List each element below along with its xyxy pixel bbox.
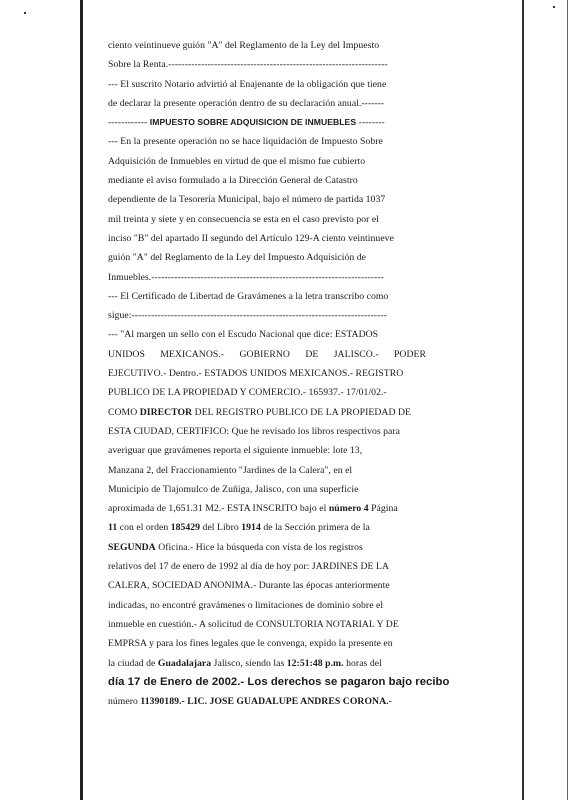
heading-title: IMPUESTO SOBRE ADQUISICION DE INMUEBLES — [149, 117, 357, 128]
text-line: relativos del 17 de enero de 1992 al día de hoy por: JARDINES DE LA — [108, 561, 389, 573]
text-line: Inmuebles.----------------------------------------------------------------------- — [108, 271, 384, 283]
scan-speck — [553, 6, 555, 8]
text-line: Sobre la Renta.------------------------------------------------------------------- — [108, 59, 388, 71]
text-line: CALERA, SOCIEDAD ANONIMA.- Durante las épocas anteriormente — [108, 580, 390, 592]
text-line: aproximada de 1,651.31 M2.- ESTA INSCRITO bajo el número 4 Página — [108, 503, 398, 515]
text-line: inmueble en cuestión.- A solicitud de CONSULTORIA NOTARIAL Y DE — [108, 618, 399, 630]
text-line: indicadas, no encontré gravámenes o limitaciones de dominio sobre el — [108, 599, 384, 611]
text-line: --- El Certificado de Libertad de Gravámenes a la letra transcribo como — [108, 290, 389, 302]
text-line: mediante el aviso formulado a la Dirección General de Catastro — [108, 175, 358, 187]
text-line: inciso "B" del apartado II segundo del Artículo 129-A ciento veintinueve — [108, 232, 394, 244]
text-line: PUBLICO DE LA PROPIEDAD Y COMERCIO.- 165937.- 17/01/02.- — [108, 387, 387, 399]
text-line: guión "A" del Reglamento de la Ley del Impuesto Adquisición de — [108, 252, 366, 264]
text-line: la ciudad de Guadalajara Jalisco, siendo las 12:51:48 p.m. horas del — [108, 657, 382, 669]
bold-word: DIRECTOR — [139, 406, 193, 418]
text-line: --- El suscrito Notario advirtió al Enajenante de la obligación que tiene — [108, 78, 387, 90]
text-line: --- "Al margen un sello con el Escudo Nacional que dice: ESTADOS — [108, 329, 379, 341]
text-line: mil treinta y siete y en consecuencia se esta en el caso previsto por el — [108, 213, 379, 225]
heading-dashes: ------------ — [108, 117, 148, 129]
text-line: ESTA CIUDAD, CERTIFICO: Que he revisado los libros respectivos para — [108, 425, 401, 437]
text-line: COMO DIRECTOR DEL REGISTRO PUBLICO DE LA PROPIEDAD DE — [108, 406, 411, 418]
text-line: dependiente de la Tesorería Municipal, bajo el número de partida 1037 — [108, 194, 386, 206]
text-line: de declarar la presente operación dentro de su declaración anual.------- — [108, 97, 385, 109]
text-line: EMPRSA y para los fines legales que le convenga, expido la presente en — [108, 638, 393, 650]
scan-edge-line-outer — [567, 0, 568, 800]
text-line: ciento veintinueve guión "A" del Reglamento de la Ley del Impuesto — [108, 40, 380, 51]
text-line: 11 con el orden 185429 del Libro 1914 de la Sección primera de la — [108, 522, 370, 534]
text-line: Manzana 2, del Fraccionamiento "Jardines de la Calera", en el — [108, 464, 353, 476]
section-heading — [108, 113, 426, 132]
text-line: Municipio de Tlajomulco de Zuñiga, Jalisco, con una superficie — [108, 483, 359, 495]
text-line: EJECUTIVO.- Dentro.- ESTADOS UNIDOS MEXICANOS.- REGISTRO — [108, 368, 404, 380]
scan-speck — [24, 12, 26, 14]
scan-edge-line — [522, 0, 524, 800]
text-line: Adquisición de Inmuebles en virtud de que el mismo fue cubierto — [108, 155, 366, 167]
heading-dashes: -------- — [358, 117, 385, 129]
left-margin-rule — [80, 0, 83, 800]
text-line: SEGUNDA Oficina.- Hice la búsqueda con vista de los registros — [108, 541, 363, 553]
text-line: averiguar que gravámenes reporta el siguiente inmueble: lote 13, — [108, 445, 363, 457]
text-line: número 11390189.- LIC. JOSE GUADALUPE ANDRES CORONA.- — [108, 696, 392, 708]
date-line: día 17 de Enero de 2002.- Los derechos se pagaron bajo recibo — [108, 675, 450, 688]
text-line: UNIDOS MEXICANOS.- GOBIERNO DE JALISCO.- PODER — [108, 348, 426, 360]
document-body — [108, 36, 450, 711]
text-line: sigue:------------------------------------------------------------------------------ — [108, 310, 387, 322]
text-line: --- En la presente operación no se hace liquidación de Impuesto Sobre — [108, 136, 383, 148]
